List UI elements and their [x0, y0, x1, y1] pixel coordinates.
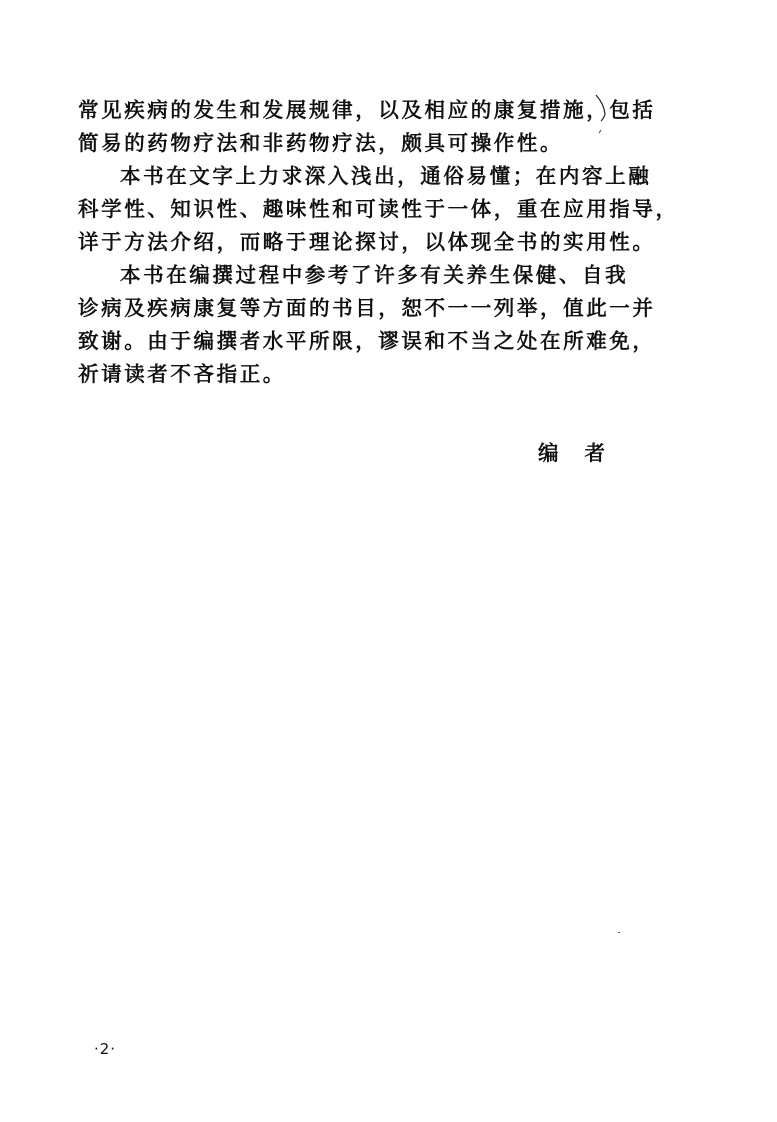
paragraph-2-line-1: 本书在文字上力求深入浅出，通俗易懂；在内容上融: [120, 164, 652, 188]
paragraph-3-line-1: 本书在编撰过程中参考了许多有关养生保健、自我: [120, 263, 629, 287]
scan-speck: [618, 932, 620, 933]
author-signature: 编者: [538, 441, 631, 465]
paragraph-3-line-3: 致谢。由于编撰者水平所限，谬误和不当之处在所难免，: [78, 329, 656, 353]
paragraph-1-line-2: 简易的药物疗法和非药物疗法，颇具可操作性。: [78, 131, 564, 155]
paragraph-3-line-4: 祈请读者不吝指正。: [78, 362, 286, 386]
paragraph-2-line-2: 科学性、知识性、趣味性和可读性于一体，重在应用指导，: [78, 197, 679, 221]
paragraph-3-line-2: 诊病及疾病康复等方面的书目，恕不一一列举，值此一并: [78, 296, 656, 320]
body-text: [78, 94, 679, 391]
page-number: ·2·: [94, 1040, 117, 1058]
paragraph-2-line-3: 详于方法介绍，而略于理论探讨，以体现全书的实用性。: [78, 230, 656, 254]
paragraph-1-line-1: 常见疾病的发生和发展规律，以及相应的康复措施，包括: [78, 98, 656, 122]
